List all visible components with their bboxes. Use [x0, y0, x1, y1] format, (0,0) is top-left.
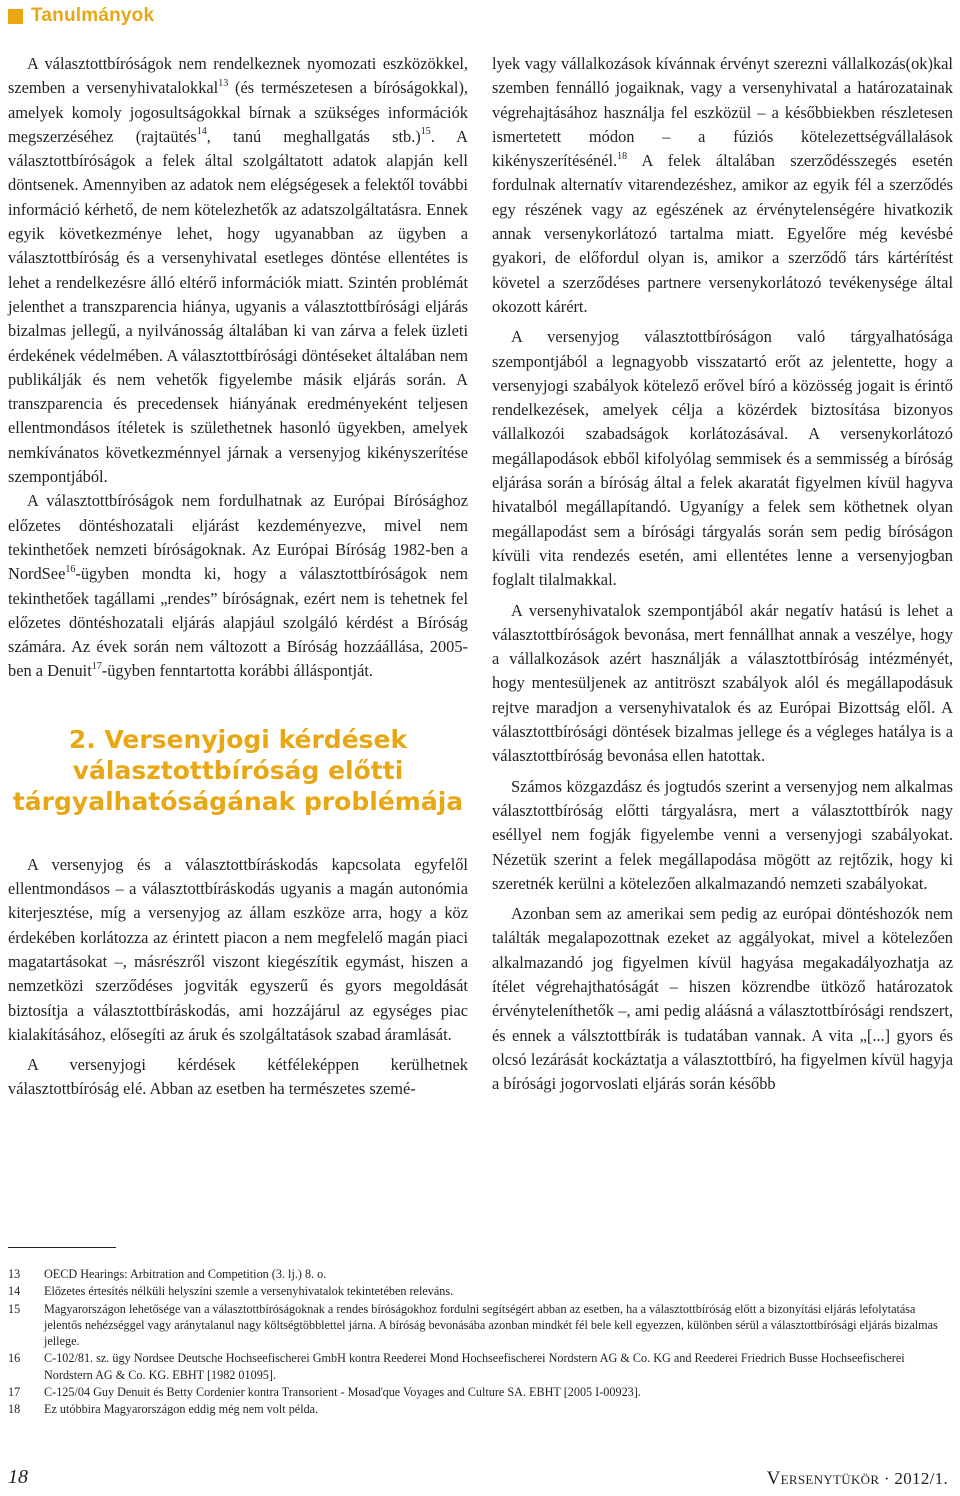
footnote-number: 13 — [8, 1267, 21, 1281]
footnote-ref-17[interactable]: 17 — [91, 660, 102, 672]
footnote-18 — [8, 1401, 954, 1417]
heading-line: tárgyalhatóságának problémája — [12, 786, 464, 816]
footnote-13 — [8, 1266, 954, 1282]
footnote-number: 18 — [8, 1402, 21, 1417]
footnote-15 — [8, 1301, 954, 1350]
footnote-ref-15[interactable]: 15 — [420, 126, 431, 138]
left-paragraph-2 — [8, 489, 468, 683]
right-paragraph-1 — [492, 52, 953, 319]
text-run: , tanú meghallgatás stb.) — [206, 126, 421, 146]
footnote-number: 16 — [8, 1351, 21, 1366]
footnote-text: C-125/04 Guy Denuit és Betty Cordenier kontra Transorient - Mosaďque Voyages and Culture SA. EBHT [2005 I-00923]. — [44, 1385, 641, 1400]
left-column — [8, 52, 468, 1102]
footnote-16 — [8, 1350, 954, 1383]
text-run: A választottbíróságok nem rendelkeznek nyomozati eszközökkel, szemben a versenyhivatalokkal — [8, 54, 468, 98]
left-paragraph-1 — [8, 52, 468, 489]
footnote-number: 14 — [8, 1284, 21, 1299]
footer-publication — [767, 1468, 948, 1490]
text-run: (és természetesen a bíróságokkal), amelyek komoly jogosultságokkal bírnak a szükséges információk megszerzéséhez (rajtaütés — [8, 78, 468, 146]
section-title: Tanulmányok — [31, 5, 155, 26]
text-run: -ügyben fenntartotta korábbi álláspontját. — [101, 661, 374, 681]
right-paragraph-4: Számos közgazdász és jogtudós szerint a versenyjog nem alkalmas választottbíróság előtti tárgyalásra, mert a választottbírók nagy eséllyel nem fogják figyelembe venni a versenyjogi szabályokat. Nézetük szerint a felek megállapodása mögött az rejtőzik, hogy ki szeretnék kerülni a kötelezően alkalmazandó nemzeti szabályokat. — [492, 776, 953, 893]
heading-line: választottbíróság előtti — [72, 755, 404, 785]
text-run: -ügyben mondta ki, hogy a választottbíróságok nem tekinthetőek tagállami „rendes” bíróságnak, ezért nem is tehetnek fel előzetes döntéshozatali eljárás alapjául szolgáló kérdést a Bíróság számára. Az évek során nem változott a Bíróság hozzáállása, 2005-ben a Denuit — [8, 564, 468, 681]
footnote-number: 15 — [8, 1301, 21, 1316]
text-run: lyek vagy vállalkozások kívánnak érvényt szerezni vállalkozás(ok)kal szemben fennálló jogaiknak, vagy a versenyhivatal a határozatainak végrehajtásához használja fel eszközül – a későbbiekben részletesen ismertetett módon – a fúziós kötelezettségvállalások kikényszerítésénél. — [492, 54, 953, 171]
footnote-ref-18[interactable]: 18 — [617, 150, 628, 162]
magazine-name: Versenytükör — [766, 1468, 880, 1489]
footnote-14 — [8, 1283, 954, 1299]
right-paragraph-2: A versenyjog választottbíróságon való tárgyalhatósága szempontjából a legnagyobb visszatartó erőt az jelentette, hogy a versenyjogi szabályok kötelező erővel bíró a közösség jogait is érintő rendelkezések, amelyek célja a közérdek biztosítása bizonyos vállalkozói szabadságok korlátozásával. A versenykorlátozó megállapodások ebből kifolyólag semmisek és a semmisség a bíróság eljárása során a bíróság által a felek akaratát figyelmen kívül hagyva hivatalból megállapítandó. Ugyanígy a felek sem köthetnek olyan megállapodást sem a bírósági tárgyalás során sem pedig bíróságon kívüli vita rendezés esetén, ami ellentétes lenne a versenyjogban foglalt tilalmakkal. — [492, 327, 953, 590]
footnote-text: Ez utóbbira Magyarországon eddig még nem volt példa. — [44, 1402, 319, 1417]
text-run: A felek általában szerződésszegés esetén fordulnak alternatív vitarendezéshez, amikor az egyik fél a szerződés egy részének vagy az egészének az érvénytelenségére hivatkozik annak versenykorlátozó tartalma miatt. Egyelőre még kevésbé gyakori, de előfordul olyan is, amikor a szerződő társ kártérítést követel a szerződéses partnere versenykorlátozó tevékenysége által okozott kárért. — [492, 151, 953, 316]
section-heading — [8, 724, 468, 817]
right-column — [492, 52, 953, 1096]
footnote-text: C-102/81. sz. ügy Nordsee Deutsche Hochseefischerei GmbH kontra Reederei Mond Hochseefischerei Nordstern AG & Co. KG and Reederei Friedrich Busse Hochseefischerei Nordstern AG & Co. KG. EBHT [1982 01095]. — [44, 1351, 905, 1382]
section-marker-square-icon — [8, 9, 23, 24]
left-paragraph-3: A versenyjog és a választottbíráskodás kapcsolata egyfelől ellentmondásos – a választottbíráskodás ugyanis a magán autonómia kiterjesztése, míg a versenyjog az állam eszköze arra, hogy a köz érdekében korlátozza az érintett piacon a nem megfelelő magán piaci magatartásokat –, másrészről viszont kiegészítik egymást, hiszen a nemzetközi szerződéses jogviták egyszerű és gyors megoldását biztosítja a választottbíráskodás, ami hozzájárul az egységes piac kialakításához, elősegíti az áruk és szolgáltatások szabad áramlását. — [8, 854, 468, 1044]
footnote-text: OECD Hearings: Arbitration and Competition (3. lj.) 8. o. — [44, 1267, 327, 1281]
footnote-text: Magyarországon lehetősége van a választottbíróságoknak a rendes bíróságokhoz fordulni segítségért abban az esetben, ha a választottbíróság előtt a bizonyítási eljárás lefolytatása jelentős nehézséggel vagy aránytalanul nagy költségtöbblettel járna. A bíróság bevonásába azonban mindkét fél bele kell egyezzen, különben sérül a választottbírósági eljárás bizalmas jellege. — [44, 1301, 938, 1349]
footnote-text: Előzetes értesítés nélküli helyszíni szemle a versenyhivatalok tekintetében releváns. — [44, 1284, 454, 1299]
footnote-number: 17 — [8, 1385, 21, 1400]
footnote-divider — [8, 1247, 116, 1248]
footnote-ref-13[interactable]: 13 — [218, 77, 229, 89]
footnote-17 — [8, 1384, 954, 1400]
issue-number: 2012/1. — [894, 1469, 948, 1488]
footnotes — [8, 1266, 954, 1419]
left-paragraph-4: A versenyjogi kérdések kétféleképpen kerülhetnek választottbíróság elé. Abban az esetben ha természetes szemé- — [8, 1055, 468, 1099]
heading-line: 2. Versenyjogi kérdések — [68, 724, 408, 754]
footer-separator: · — [883, 1469, 890, 1488]
section-header — [8, 4, 154, 28]
page-number: 18 — [8, 1466, 28, 1488]
text-run: . A választottbíróságok a felek által szolgáltatott adatok alapján kell döntsenek. Amennyiben az adatok nem elégségesek a felektől további információ kérhető, de nem kötelezhetők az adatszolgáltatásra. Ennek egyik következménye lehet, hogy ugyanabban az ügyben a választottbíróság és a versenyhivatal esetleges döntése ellentétes is lehet a rendelkezésre álló eltérő információk miatt. Szintén problémát jelenthet a transzparencia hiánya, ugyanis a választottbírósági eljárás bizalmas jellegű, a nyilvánosság általában ki van zárva a felek üzleti érdekének védelmében. A választottbírósági döntéseket általában nem publikálják és nem vehetők figyelembe másik eljárás során. A transzparencia és precedensek hiányának eredményeként teljesen ellentmondásos ítéletek is születhetnek hasonló ügyekben, amelyek nemkívánatos következménnyel járnak a versenyjog kikényszerítése szempontjából. — [8, 126, 468, 487]
right-paragraph-3: A versenyhivatalok szempontjából akár negatív hatású is lehet a választottbíróságok bevonása, mert fennállhat annak a veszélye, hogy a vállalkozások azért használják a választottbíróság intézményét, hogy mentesüljenek az antitröszt szabályok alól és megállapodásuk rejtve maradjon a versenyhivatalok és az Európai Bizottság elől. A választottbírósági döntések bizalmas jellege és a végleges hatálya is a választottbíróság bevonása ellen hatottak. — [492, 600, 953, 766]
right-paragraph-5: Azonban sem az amerikai sem pedig az európai döntéshozók nem találták megalapozottnak ezeket az aggályokat, mivel a kötelezően alkalmazandó jog figyelmen kívül hagyása megakadályozhatja az ítélet végrehajthatóságát – hiszen közrendbe ütköző határozatok érvényteleníthetők –, ami pedig aláásná a választottbírósági rendszert, és ennek a válsztottbírák is tudatában vannak. A vita „[...] gyors és olcsó lezárását kockáztatja a választottbíró, ha figyelmen kívül hagyja a bírósági jogorvoslati eljárás során később — [492, 904, 953, 1094]
text-run: A választottbíróságok nem fordulhatnak az Európai Bírósághoz előzetes döntéshozatali eljárást kezdeményezve, mivel nem tekinthetőek nemzeti bíróságoknak. Az Európai Bíróság 1982-ben a NordSee — [8, 491, 468, 584]
footnote-ref-14[interactable]: 14 — [196, 126, 207, 138]
footnote-ref-16[interactable]: 16 — [65, 563, 76, 575]
